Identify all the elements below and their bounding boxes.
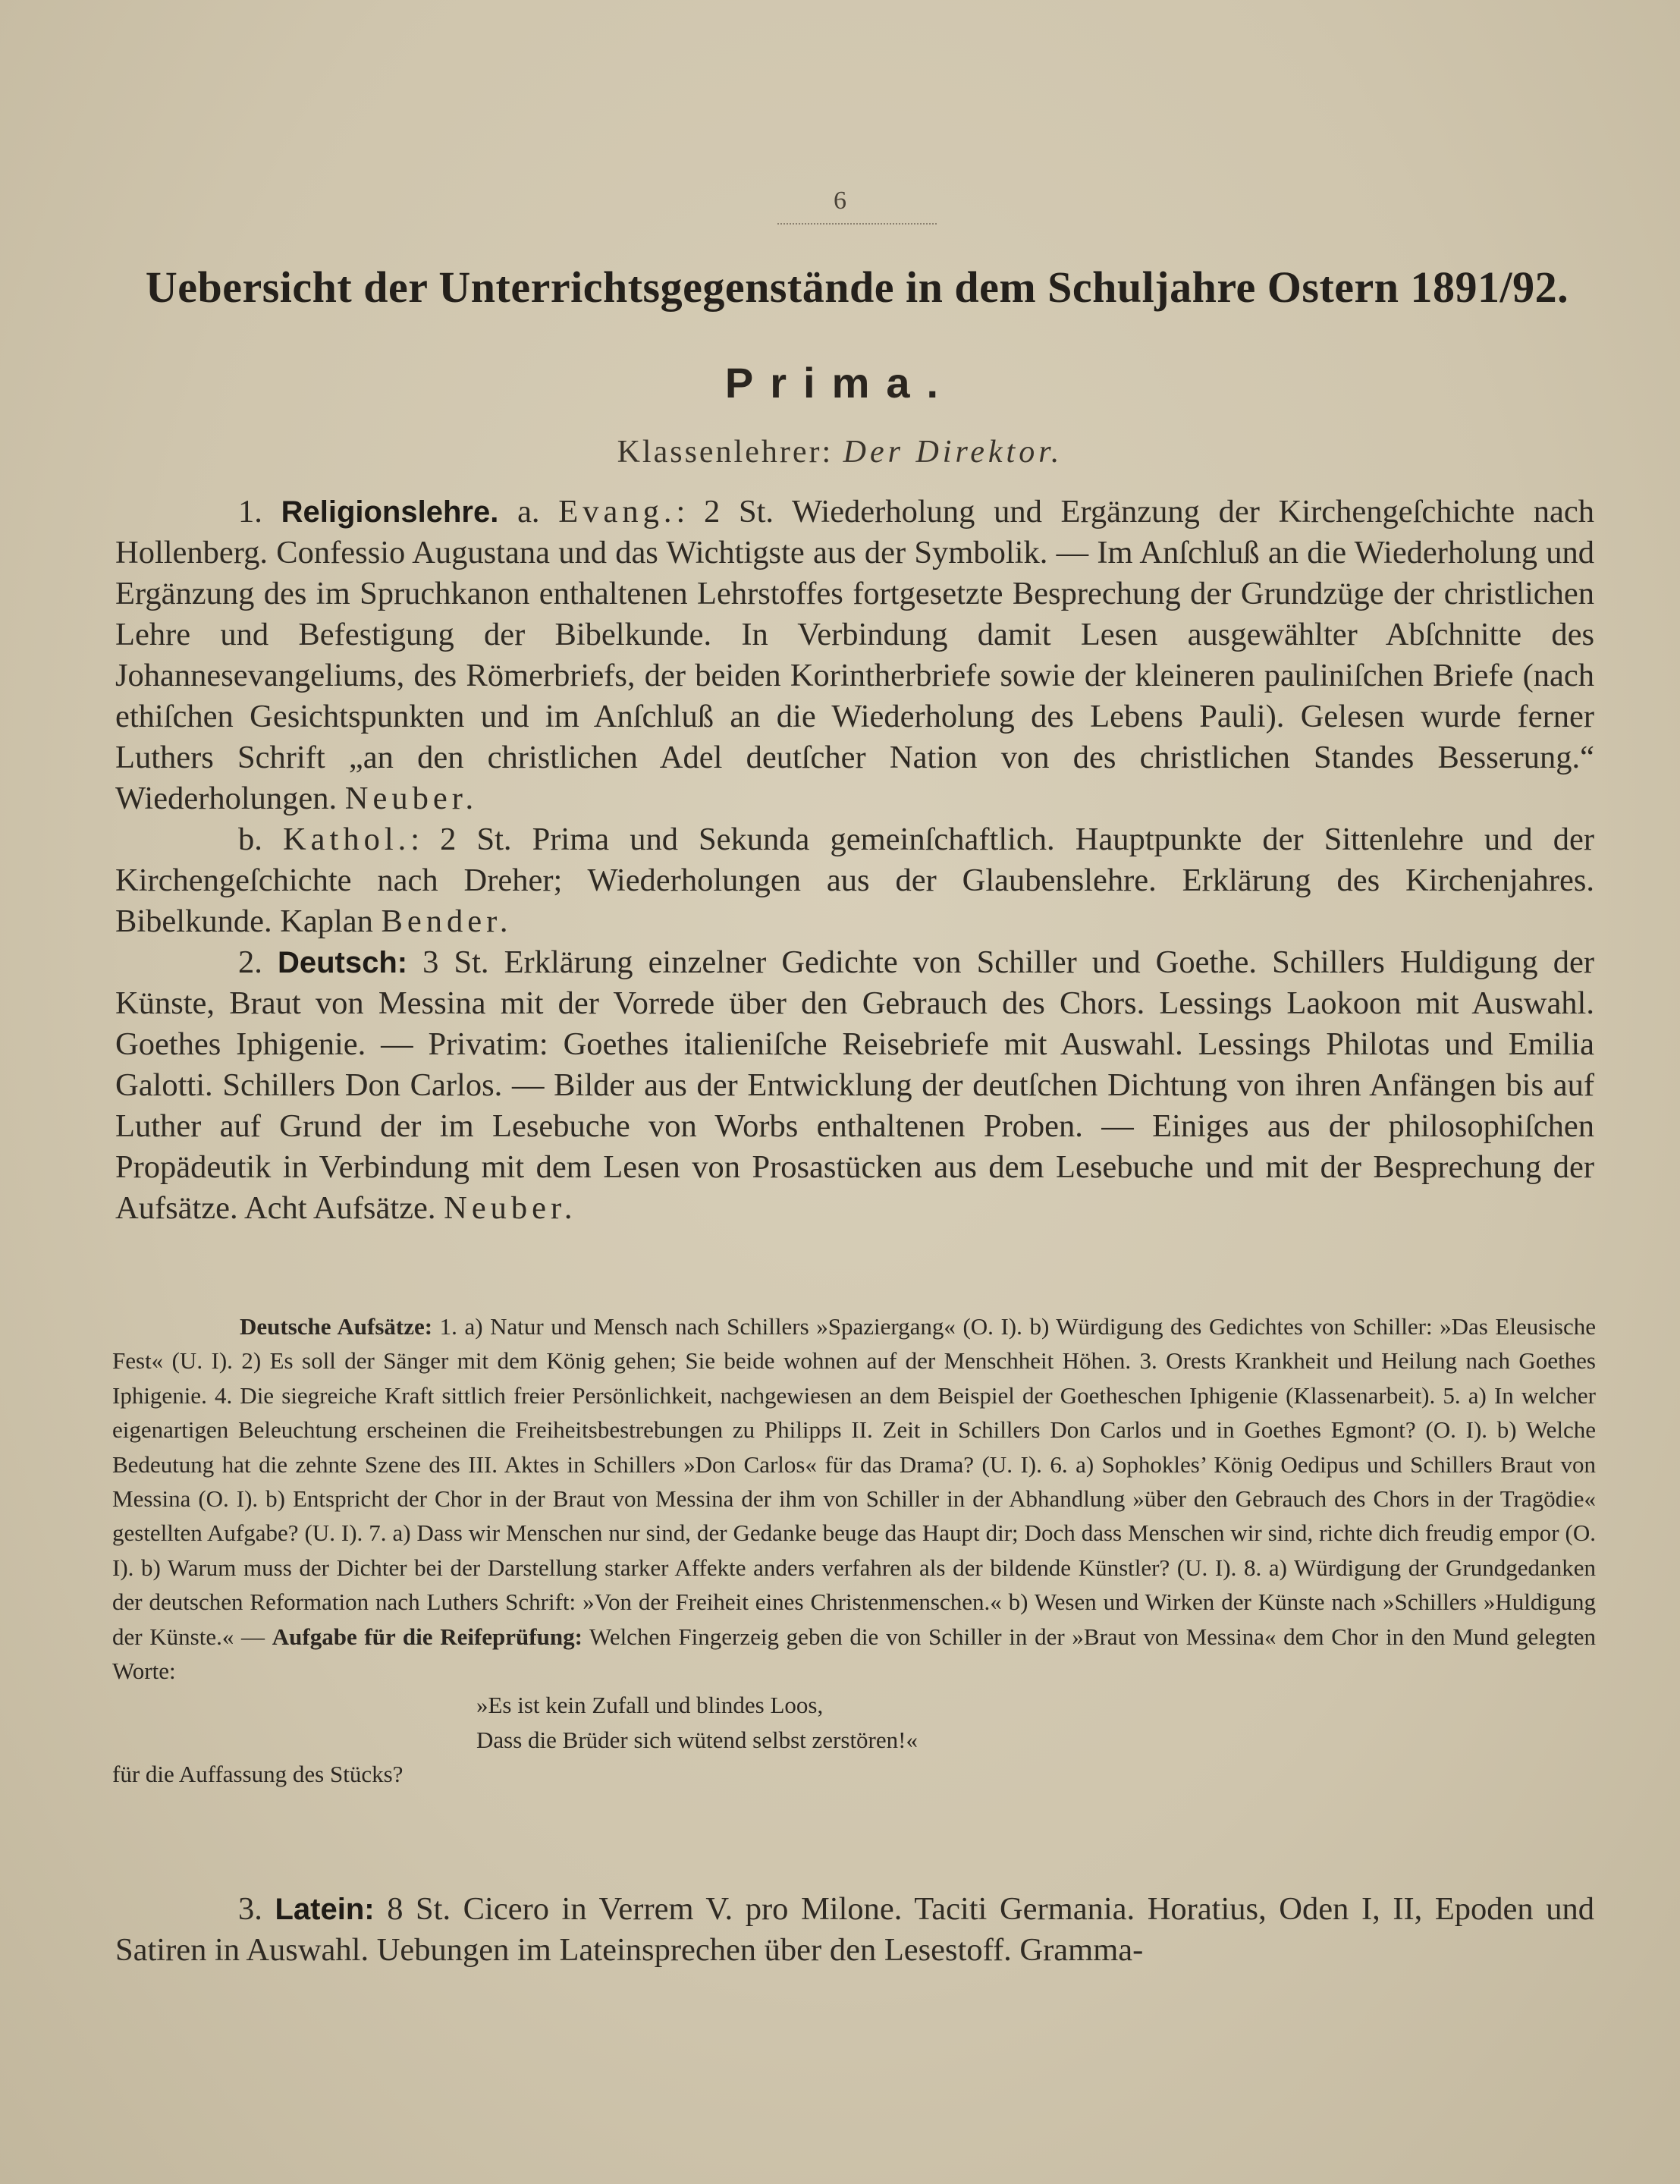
latein-title: Latein:	[275, 1893, 375, 1926]
religion-a-label: Evang.	[558, 494, 677, 530]
main-text-block	[115, 492, 1594, 1229]
exam-task-label: Aufgabe für die Reifeprüfung:	[272, 1623, 583, 1650]
religion-b-intro: b.	[238, 822, 262, 857]
deutsch-text: 3 St. Erklärung einzelner Gedichte von Schiller und Goethe. Schillers Huldigung der Künste, Braut von Messina mit der Vorrede über den Gebrauch des Chors. Lessings Laokoon mit Auswahl. Goethes Iphigenie. — Privatim: Goethes italieniſche Reisebriefe mit Auswahl. Lessings Philotas und Emilia Galotti. Schillers Don Carlos. — Bilder aus der Entwicklung der deutſchen Dichtung von ihren Anfängen bis auf Luther auf Grund der im Lesebuche von Worbs enthaltenen Proben. — Einiges aus der philosophiſchen Propädeutik in Verbindung mit dem Lesen von Prosastücken aus dem Lesebuche und mit der Besprechung der Aufsätze. Acht Aufsätze.	[115, 944, 1594, 1226]
religion-title: Religionslehre.	[281, 495, 499, 529]
deutsch-teacher: Neuber.	[444, 1190, 577, 1226]
religion-b-text: : 2 St. Prima und Sekunda gemeinſchaftlich. Hauptpunkte der Sittenlehre und der Kirchengeſchichte nach Dreher; Wiederholungen aus der Glaubenslehre. Erklärung des Kirchenjahres. Bibelkunde. Kaplan	[115, 822, 1594, 939]
class-title: Prima.	[724, 359, 956, 407]
religion-b-teacher: Bender.	[381, 903, 513, 939]
deutsch-number: 2.	[238, 944, 262, 980]
religion-a-text: : 2 St. Wiederholung und Ergänzung der Kirchengeſchichte nach Hollenberg. Confessio Augustana und das Wichtigste aus der Symbolik. — Im Anſchluß an die Wiederholung und Ergänzung des im Spruchkanon enthaltenen Lehrstoffes fortgesetzte Besprechung der Grundzüge der christlichen Lehre und Befestigung der Bibelkunde. In Verbindung damit Lesen ausgewählter Abſchnitte des Johannesevangeliums, des Römerbriefs, der beiden Korintherbriefe sowie der kleineren pauliniſchen Briefe (nach ethiſchen Gesichtspunkten und im Anſchluß an die Wiederholung des Lebens Pauli). Gelesen wurde ferner Luthers Schrift „an den christlichen Adel deutſcher Nation von des christlichen Standes Besserung.“ Wiederholungen.	[115, 494, 1595, 816]
essay-topics-text: 1. a) Natur und Mensch nach Schillers »Spaziergang« (O. I). b) Würdigung des Gedichtes von Schiller: »Das Eleusische Fest« (U. I). 2) Es soll der Sänger mit dem König gehen; Sie beide wohnen auf der Menschheit Höhen. 3. Orests Krankheit und Heilung nach Goethes Iphigenie. 4. Die siegreiche Kraft sittlich freier Persönlichkeit, nachgewiesen an dem Beispiel der Goetheschen Iphigenie (Klassenarbeit). 5. a) In welcher eigenartigen Beleuchtung erscheinen die Freiheitsbestrebungen zu Philipps II. Zeit in Schillers Don Carlos und in Goethes Egmont? (O. I). b) Welche Bedeutung hat die zehnte Szene des III. Aktes in Schillers »Don Carlos« für das Drama? (U. I). 6. a) Sophokles’ König Oedipus und Schillers Braut von Messina (O. I). b) Entspricht der Chor in der Braut von Messina der ihm von Schiller in der Abhandlung »über den Gebrauch des Chors in der Tragödie« gestellten Aufgabe? (U. I). 7. a) Dass wir Menschen nur sind, der Gedanke beuge das Haupt dir; Doch dass Menschen wir sind, richte dich freudig empor (O. I). b) Warum muss der Dichter bei der Darstellung starker Affekte anders verfahren als der bildende Künstler? (U. I). 8. a) Würdigung der Grundgedanken der deutschen Reformation nach Luthers Schrift: »Von der Freiheit eines Christenmenschen.« b) Wesen und Wirken der Künste nach »Schillers »Huldigung der Künste.« —	[112, 1313, 1596, 1650]
page-heading: Uebersicht der Unterrichtsgegenstände in dem Schuljahre Ostern 1891/92.	[145, 262, 1569, 312]
deutsch-title: Deutsch:	[277, 946, 408, 979]
essay-topics-paragraph	[112, 1309, 1596, 1688]
religion-paragraph-b	[115, 819, 1594, 942]
exam-task-text: Welchen Fingerzeig geben die von Schiller in der »Braut von Messina« dem Chor in den Mund gelegten Worte:	[112, 1623, 1596, 1685]
page-number-rule	[777, 223, 937, 225]
essay-topics-title: Deutsche Aufsätze:	[240, 1313, 433, 1340]
exam-task-closing: für die Auffassung des Stücks?	[112, 1761, 404, 1788]
latin-text-block	[115, 1889, 1594, 1971]
verse-line-1: »Es ist kein Zufall und blindes Loos,	[476, 1692, 824, 1719]
deutsch-paragraph	[115, 942, 1594, 1229]
religion-a-teacher: Neuber.	[344, 781, 479, 816]
religion-a-intro: a.	[517, 494, 540, 530]
religion-paragraph-a	[115, 492, 1594, 819]
class-teacher-label: Klassenlehrer:	[617, 435, 834, 470]
class-teacher-line	[0, 434, 1680, 470]
latein-text: 8 St. Cicero in Verrem V. pro Milone. Taciti Germania. Horatius, Oden I, II, Epoden und Satiren in Auswahl. Uebungen im Lateinsprechen über den Lesestoff. Gramma-	[115, 1891, 1595, 1968]
religion-b-label: Kathol.	[282, 822, 411, 857]
verse-line-2: Dass die Brüder sich wütend selbst zerstören!«	[476, 1726, 918, 1753]
page-number: 6	[834, 187, 846, 215]
latein-number: 3.	[238, 1891, 262, 1927]
religion-number: 1.	[238, 494, 262, 530]
essay-topics-block	[112, 1309, 1596, 1792]
latein-paragraph	[115, 1889, 1594, 1971]
class-teacher-name: Der Direktor.	[843, 435, 1063, 470]
